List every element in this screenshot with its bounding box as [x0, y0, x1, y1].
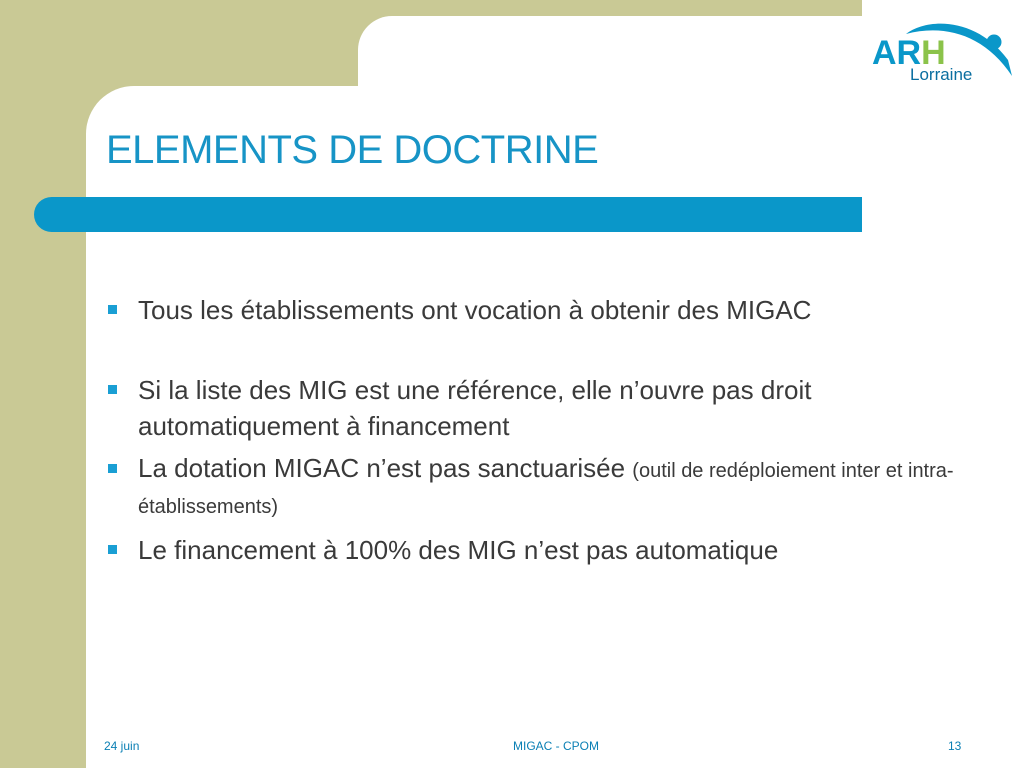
logo-subtext: Lorraine	[910, 65, 973, 84]
bullet-text: Tous les établissements ont vocation à obtenir des MIGAC	[138, 295, 812, 325]
bullet-square-icon	[108, 385, 117, 394]
bullet-list	[106, 292, 1006, 568]
slide-title: ELEMENTS DE DOCTRINE	[106, 128, 599, 172]
list-item	[106, 372, 1006, 444]
title-underline-bar	[34, 197, 862, 232]
bullet-square-icon	[108, 305, 117, 314]
logo-text-h: H	[921, 34, 946, 72]
bullet-square-icon	[108, 545, 117, 554]
bullet-text: Si la liste des MIG est une référence, elle n’ouvre pas droit automatiquement à financement	[138, 375, 812, 441]
bullet-square-icon	[108, 464, 117, 473]
arh-lorraine-logo	[866, 12, 1016, 92]
page-number: 13	[948, 739, 962, 753]
list-item	[106, 292, 1006, 328]
footer-title: MIGAC - CPOM	[513, 739, 599, 753]
footer-date: 24 juin	[104, 739, 140, 753]
bullet-text: La dotation MIGAC n’est pas sanctuarisée	[138, 453, 633, 483]
logo-dot-icon	[987, 35, 1002, 50]
list-item	[106, 452, 1006, 524]
list-item	[106, 532, 1006, 568]
bullet-text: Le financement à 100% des MIG n’est pas automatique	[138, 535, 779, 565]
bullet-note: (outil de redéploiement inter et intra-établissements)	[138, 460, 954, 518]
logo-text-ar: AR	[872, 34, 922, 72]
